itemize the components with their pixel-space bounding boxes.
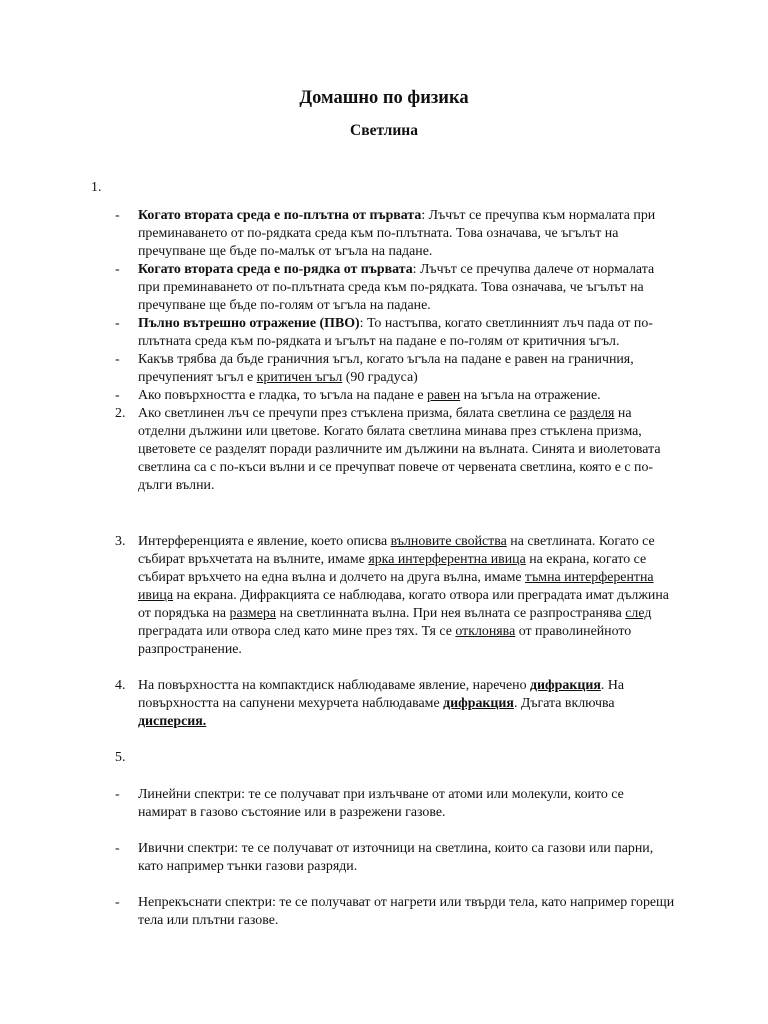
question-3-number: 3. (115, 534, 126, 549)
list-item (115, 315, 675, 351)
question-5-number-line (115, 749, 675, 767)
question-2 (115, 405, 675, 495)
list-item (115, 207, 675, 261)
underlined-term: отклонява (455, 624, 516, 639)
bullet-text: : Лъчът се пречупва далече от нормалата при преминаването от по-плътната среда към по-рядката. Това означава, че ъгълът на пречупване ще бъде по-голям от ъгъла на падане. (138, 262, 655, 313)
bold-term: Когато втората среда е по-рядка от първата (138, 262, 413, 277)
question-4-number: 4. (115, 678, 126, 693)
bullet-marker: - (115, 841, 120, 856)
bullet-marker: - (115, 388, 120, 403)
answer-text: на светлинната вълна. При нея вълната се разпространява (276, 606, 626, 621)
bold-underlined-term: дисперсия. (138, 714, 207, 729)
answer-text: на отделни дължини или цветове. Когато бялата светлина минава през стъклена призма, цветовете се разделят поради различните им дължини на вълната. Синята и виолетовата светлина са с по-къси вълни и се пречупват повече от червената светлина, която е с по-дълги вълни. (138, 406, 661, 493)
document-title: Домашно по физика (299, 88, 469, 108)
answer-text: . На повърхността на сапунени мехурчета наблюдаваме (138, 678, 625, 711)
answer-text: На повърхността на компактдиск наблюдаваме явление, наречено (138, 678, 531, 693)
bullet-text: : То настъпва, когато светлинният лъч пада от по-плътната среда към по-рядката и ъгълът на падане е по-голям от критичния ъгъл. (138, 316, 653, 349)
question-4 (115, 677, 675, 731)
underlined-term: след (625, 606, 652, 621)
question-3 (115, 533, 675, 659)
underlined-term: равен (427, 388, 461, 403)
question-1-number: 1. (91, 180, 102, 195)
spectrum-item-2 (115, 840, 675, 876)
spectrum-item-1 (115, 786, 675, 822)
question-3-item (115, 533, 675, 659)
document-subtitle: Светлина (350, 122, 418, 139)
list-item (115, 261, 675, 315)
bullet-text: Непрекъснати спектри: те се получават от нагрети или твърди тела, като например горещи тела или плътни газове. (138, 895, 675, 928)
underlined-term: разделя (569, 406, 615, 421)
question-2-number: 2. (115, 406, 126, 421)
answer-text: на светлината. Когато се събират връхчетата на вълните, имаме (138, 534, 655, 567)
bullet-text: Ивични спектри: те се получават от източници на светлина, които са газови или парни, като например тънки газови разряди. (138, 841, 654, 874)
bullet-marker: - (115, 316, 120, 331)
answer-text: Ако светлинен лъч се пречупи през стъклена призма, бялата светлина се (138, 406, 570, 421)
spectrum-item-3 (115, 894, 675, 930)
bullet-marker: - (115, 208, 120, 223)
list-item (115, 894, 675, 930)
question-4-item (115, 677, 675, 731)
answer-text: на екрана, когато се събират връхчето на една вълна и долчето на друга вълна, имаме (138, 552, 647, 585)
underlined-term: вълновите свойства (390, 534, 507, 549)
bold-term: Пълно вътрешно отражение (ПВО) (138, 316, 360, 331)
bullet-text: Какъв трябва да бъде граничния ъгъл, когато ъгъла на падане е равен на граничния, пречупеният ъгъл е (138, 352, 634, 385)
bullet-text: на ъгъла на отражение. (460, 388, 601, 403)
bullet-text: (90 градуса) (342, 370, 418, 385)
underlined-term: ярка интерферентна ивица (368, 552, 526, 567)
underlined-term: размера (229, 606, 276, 621)
bullet-marker: - (115, 352, 120, 367)
bullet-marker: - (115, 895, 120, 910)
list-item (115, 387, 675, 405)
underlined-term: тъмна интерферентна ивица (138, 570, 654, 603)
question-1-bullets (115, 207, 675, 495)
bullet-text: Линейни спектри: те се получават при излъчване от атоми или молекули, които се намират в газово състояние или в разрежени газове. (138, 787, 624, 820)
answer-text: . Дъгата включва (513, 696, 615, 711)
bullet-text: : Лъчът се пречупва към нормалата при преминаването от по-рядката среда към по-плътната. Това означава, че ъгълът на пречупване ще бъде по-малък от ъгъла на падане. (138, 208, 656, 259)
answer-text: от праволинейното разпространение. (138, 624, 632, 657)
answer-text: Интерференцията е явление, което описва (138, 534, 391, 549)
list-item (115, 840, 675, 876)
question-5-item (115, 749, 675, 767)
question-5-number: 5. (115, 750, 126, 765)
answer-text: на екрана. Дифракцията се наблюдава, когато отвора или преградата имат дължина от порядъка на (138, 588, 669, 621)
list-item (115, 786, 675, 822)
bold-underlined-term: дифракция (443, 696, 514, 711)
bold-underlined-term: дифракция (530, 678, 601, 693)
bullet-text: Ако повърхността е гладка, то ъгъла на падане е (138, 388, 427, 403)
answer-text: преградата или отвора след като мине през тях. Тя се (138, 624, 456, 639)
bold-term: Когато втората среда е по-плътна от първата (138, 208, 422, 223)
underlined-term: критичен ъгъл (256, 370, 343, 385)
bullet-marker: - (115, 787, 120, 802)
bullet-marker: - (115, 262, 120, 277)
list-item (115, 351, 675, 387)
